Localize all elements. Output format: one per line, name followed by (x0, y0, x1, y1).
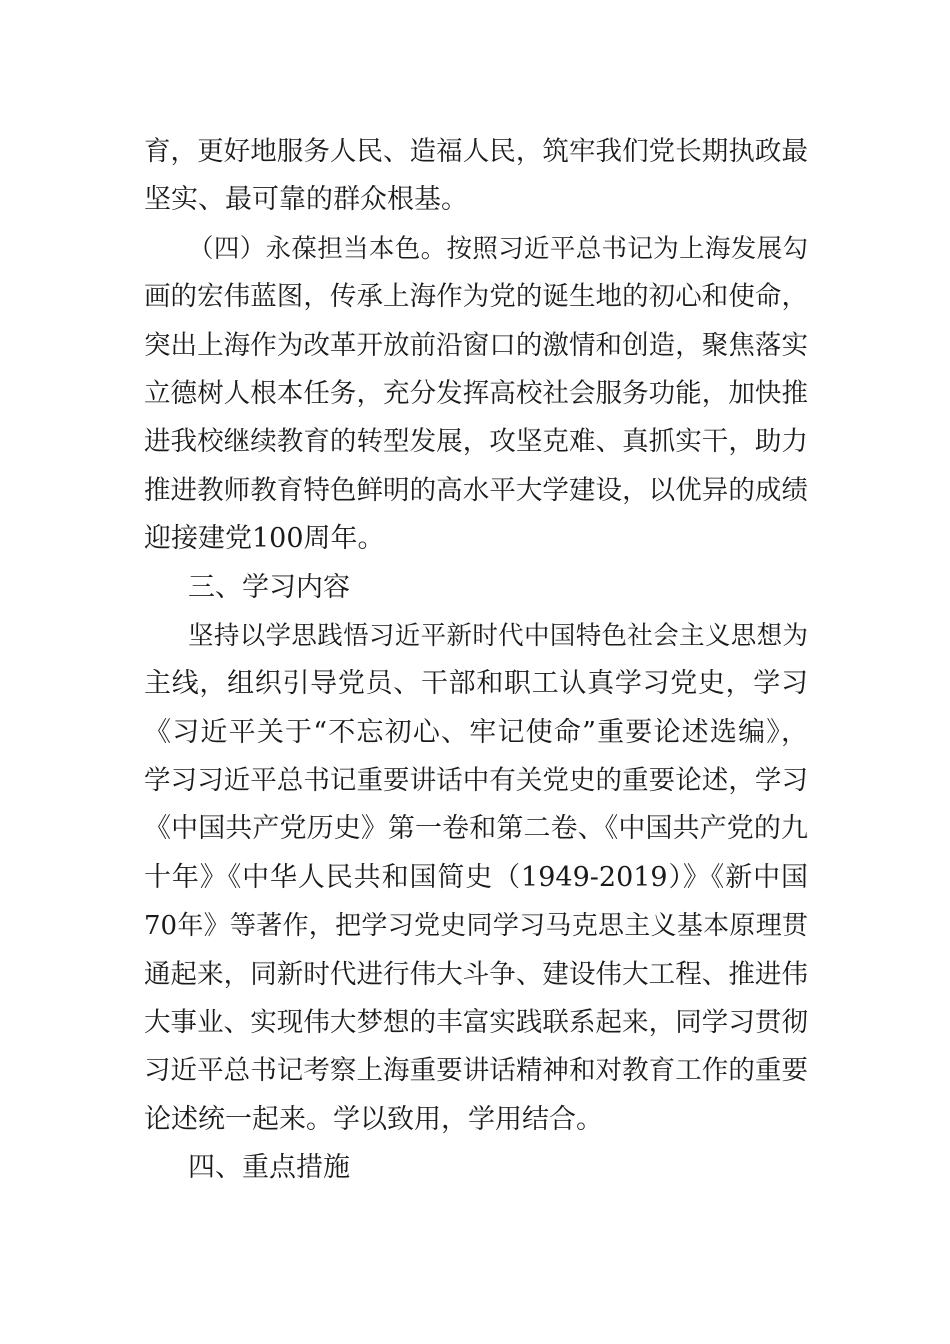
text-line: 突出上海作为改革开放前沿窗口的激情和创造，聚焦落实 (144, 329, 808, 361)
section-heading: 三、学习内容 (188, 571, 350, 603)
text-line: 坚持以学思践悟习近平新时代中国特色社会主义思想为 (188, 620, 808, 651)
text-line: 推进教师教育特色鲜明的高水平大学建设，以优异的成绩 (144, 474, 808, 506)
text-line: 70年》等著作，把学习党史同学习马克思主义基本原理贯 (144, 911, 808, 942)
text-line: 大事业、实现伟大梦想的丰富实践联系起来，同学习贯彻 (144, 1007, 808, 1039)
text-line: 十年》《中华人民共和国简史（1949-2019）》《新中国 (144, 861, 808, 893)
text-line: 《习近平关于“不忘初心、牢记使命”重要论述选编》， (144, 716, 808, 748)
text-line: 画的宏伟蓝图，传承上海作为党的诞生地的初心和使命， (144, 281, 808, 313)
text-line: 立德树人根本任务，充分发挥高校社会服务功能，加快推 (144, 377, 808, 409)
text-line: 进我校继续教育的转型发展，攻坚克难、真抓实干，助力 (144, 426, 808, 458)
text-line: 坚实、最可靠的群众根基。 (144, 184, 468, 216)
paragraph-heading-line: （四）永葆担当本色。按照习近平总书记为上海发展勾 (188, 233, 808, 264)
section-heading: 四、重点措施 (188, 1152, 350, 1184)
text-line: 育，更好地服务人民、造福人民，筑牢我们党长期执政最 (144, 136, 808, 167)
text-line: 迎接建党100周年。 (144, 523, 385, 555)
text-line: 学习习近平总书记重要讲话中有关党史的重要论述，学习 (144, 765, 808, 797)
text-line: 通起来，同新时代进行伟大斗争、建设伟大工程、推进伟 (144, 958, 808, 990)
text-line: 《中国共产党历史》第一卷和第二卷、《中国共产党的九 (144, 813, 808, 845)
text-line: 习近平总书记考察上海重要讲话精神和对教育工作的重要 (144, 1055, 808, 1087)
document-body (144, 128, 808, 1193)
text-line: 主线，组织引导党员、干部和职工认真学习党史，学习 (144, 668, 808, 700)
text-line: 论述统一起来。学以致用，学用结合。 (144, 1103, 603, 1135)
